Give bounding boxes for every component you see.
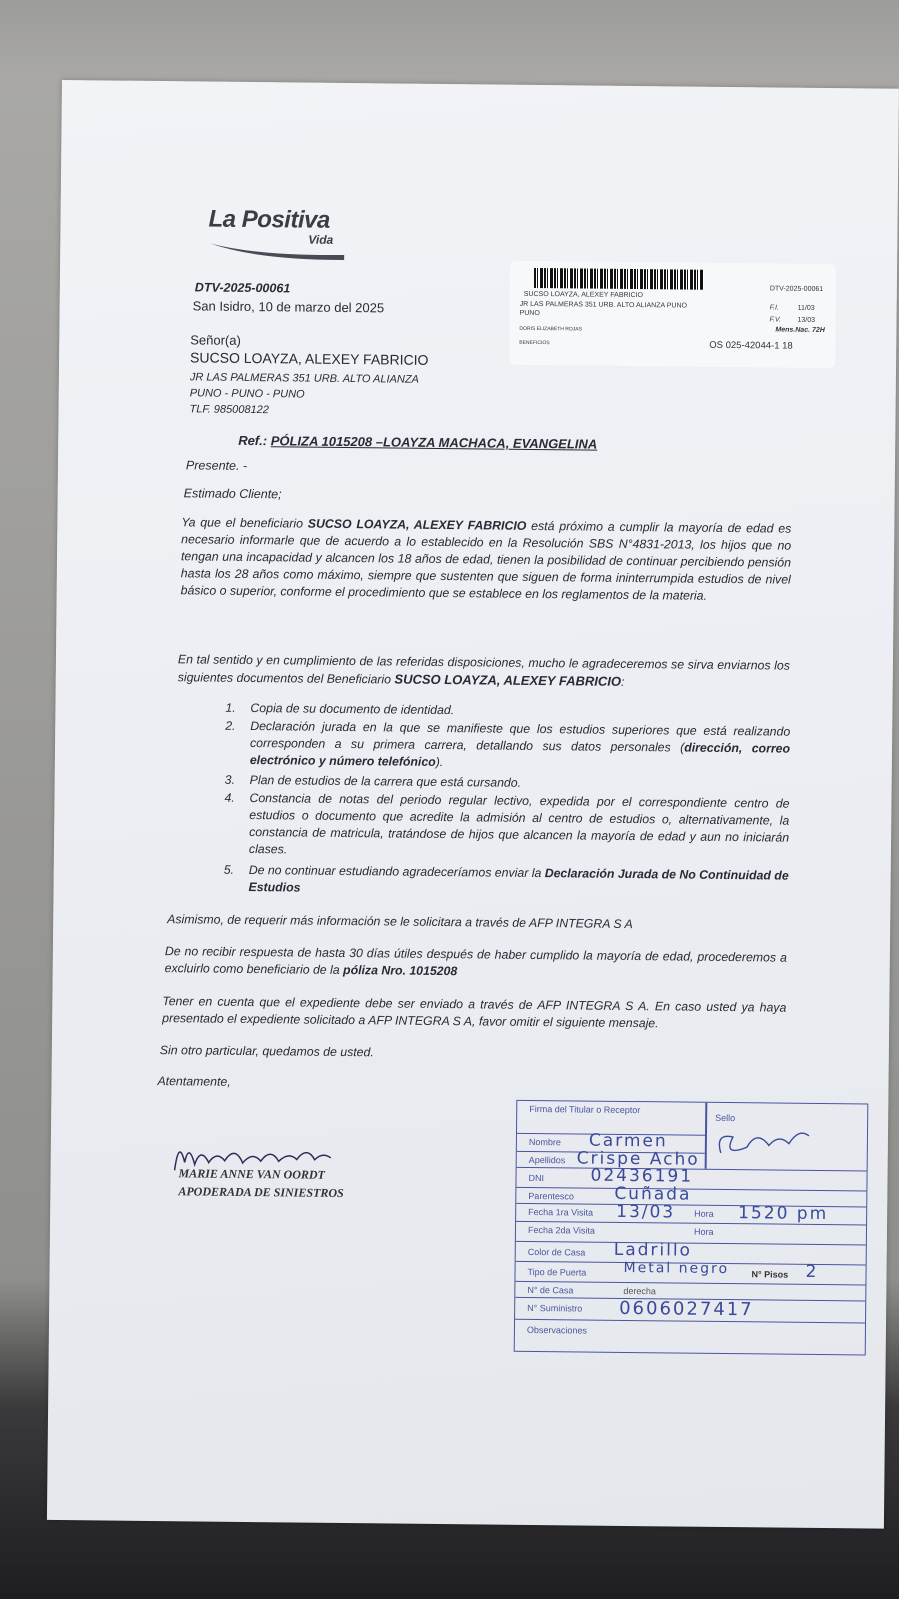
label-fv-value: 13/03	[797, 316, 816, 324]
logo-swoosh-icon	[208, 240, 348, 261]
signature-block	[168, 1136, 344, 1201]
form-pisos-value: 2	[805, 1261, 819, 1282]
form-hora2-label: Hora	[693, 1226, 714, 1237]
letter-paper	[47, 80, 899, 1529]
recipient-name: SUCSO LOAYZA, ALEXEY FABRICIO	[190, 349, 429, 368]
list-number: 3.	[224, 772, 236, 787]
form-color-label: Color de Casa	[527, 1246, 586, 1258]
form-nombre-value: Carmen	[588, 1130, 668, 1152]
mailing-label	[509, 261, 836, 368]
label-address: JR LAS PALMERAS 351 URB. ALTO ALIANZA PUNO	[519, 300, 688, 310]
label-fi: F.I.	[769, 304, 779, 312]
paragraph-1: Ya que el beneficiario SUCSO LOAYZA, ALEXEY FABRICIO está próximo a cumplir la mayoría de edad es necesario informarle que de acuerdo a lo establecido en la Resolución SBS N°4831-2013, los hijos que no tengan una incapacidad y alcancen los 18 años de edad, tienen la posibilidad de continuar percibiendo pensión hasta los 28 años como máximo, siempre que sustenten que siguen de forma ininterrumpida estudios de nivel básico o superior, conforme el procedimiento que se establece en los reglamentos de la materia.	[180, 515, 792, 603]
list-item: Copia de su documento de identidad.	[250, 701, 455, 718]
form-sello-label: Sello	[715, 1112, 736, 1124]
salutation: Señor(a)	[190, 332, 241, 348]
delivery-receipt-form	[514, 1100, 869, 1356]
label-name: SUCSO LOAYZA, ALEXEY FABRICIO	[523, 290, 643, 300]
paragraph-6: Sin otro particular, quedamos de usted.	[159, 1043, 374, 1060]
form-observaciones-label: Observaciones	[526, 1324, 588, 1336]
label-code: DTV-2025-00061	[769, 285, 824, 293]
form-dni-label: DNI	[528, 1172, 545, 1184]
signer-name: MARIE ANNE VAN OORDT	[178, 1166, 325, 1182]
form-parentesco-label: Parentesco	[528, 1190, 574, 1202]
letter-date: San Isidro, 10 de marzo del 2025	[192, 298, 385, 316]
reference-line	[238, 433, 597, 452]
list-number: 1.	[225, 700, 236, 715]
form-suministro-value: 0606027417	[619, 1297, 754, 1321]
form-apellidos-value: Crispe Acho	[576, 1148, 700, 1170]
reference-value: PÓLIZA 1015208 –LOAYZA MACHACA, EVANGELINA	[270, 433, 598, 452]
form-apellidos-label: Apellidos	[528, 1154, 566, 1166]
list-item: Plan de estudios de la carrera que está cursando.	[249, 773, 522, 790]
label-os: OS 025-42044-1 18	[709, 339, 793, 352]
reference-code: DTV-2025-00061	[194, 280, 291, 296]
logo-name: La Positiva	[208, 205, 330, 234]
label-agent: DORIS ELIZABETH ROJAS	[519, 325, 582, 333]
label-mens: Mens.Nac. 72H	[775, 326, 825, 335]
recipient-address-line2: PUNO - PUNO - PUNO	[189, 387, 305, 401]
stamp-signature-icon	[713, 1123, 813, 1164]
form-puerta-value: Metal negro	[623, 1259, 730, 1278]
paragraph-5: Tener en cuenta que el expediente debe ser enviado a través de AFP INTEGRA S A. En caso usted ya haya presentado el expediente solicitado a AFP INTEGRA S A, favor omitir el siguiente mensaje.	[162, 994, 787, 1031]
paragraph-2: En tal sentido y en cumplimiento de las referidas disposiciones, mucho le agradeceremos se sirva enviarnos los siguientes documentos del Beneficiario SUCSO LOAYZA, ALEXEY FABRICIO:	[177, 652, 790, 689]
form-dni-value: 02436191	[590, 1165, 694, 1187]
form-visita1-label: Fecha 1ra Visita	[528, 1206, 594, 1218]
form-visita2-label: Fecha 2da Visita	[527, 1224, 595, 1236]
list-item: Constancia de notas del periodo regular lectivo, expedida por el correspondiente centro de estudios o documento que acredite la admisión al centro de estudios o, alternativamente, la constancia de matricula, tratándose de hijos que alcancen la mayoría de edad y aun no iniciarán clases.	[248, 791, 790, 857]
form-casa-label: N° de Casa	[527, 1284, 574, 1296]
barcode	[534, 268, 704, 290]
label-fi-value: 11/03	[797, 304, 815, 312]
form-casa-value: derecha	[623, 1285, 656, 1297]
list-number: 4.	[224, 790, 235, 805]
signer-title: APODERADA DE SINIESTROS	[178, 1184, 344, 1201]
list-number: 5.	[223, 862, 235, 877]
paragraph-4: De no recibir respuesta de hasta 30 días útiles después de haber cumplido la mayoría de edad, procederemos a excluirlo como beneficiario de la póliza Nro. 1015208	[164, 944, 787, 979]
closing: Atentamente,	[157, 1074, 231, 1089]
greeting: Estimado Cliente;	[183, 486, 282, 502]
list-item: De no continuar estudiando agradeceríamos enviar la Declaración Jurada de No Continuidad de Estudios	[248, 862, 789, 895]
form-visita1-value: 13/03	[616, 1201, 676, 1223]
company-logo	[208, 205, 334, 247]
list-item: Declaración jurada en la que se manifieste que los estudios superiores que está realizando corresponden a su primera carrera, detallando sus datos personales (dirección, correo electrónico y número telefónico).	[249, 719, 791, 770]
paragraph-3: Asimismo, de requerir más información se le solicitara a través de AFP INTEGRA S A	[167, 912, 633, 932]
form-nombre-label: Nombre	[528, 1136, 561, 1148]
recipient-phone: TLF. 985008122	[189, 403, 269, 417]
form-pisos-label: N° Pisos	[751, 1269, 789, 1280]
form-color-value: Ladrillo	[613, 1239, 693, 1261]
list-number: 2.	[225, 718, 236, 733]
presente: Presente. -	[185, 458, 248, 473]
form-parentesco-value: Cuñada	[614, 1183, 692, 1205]
label-area: BENEFICIOS	[519, 339, 550, 347]
reference-label: Ref.:	[238, 432, 268, 449]
form-hora-value: 1520 pm	[738, 1203, 829, 1225]
form-puerta-label: Tipo de Puerta	[527, 1266, 587, 1278]
form-firma-label: Firma del Titular o Receptor	[529, 1103, 641, 1116]
logo-sub: Vida	[308, 232, 334, 247]
recipient-address-line1: JR LAS PALMERAS 351 URB. ALTO ALIANZA	[189, 371, 419, 386]
form-suministro-label: N° Suministro	[527, 1302, 583, 1314]
label-city: PUNO	[519, 309, 540, 318]
form-hora-label: Hora	[694, 1208, 714, 1219]
label-fv: F.V.	[769, 316, 781, 324]
